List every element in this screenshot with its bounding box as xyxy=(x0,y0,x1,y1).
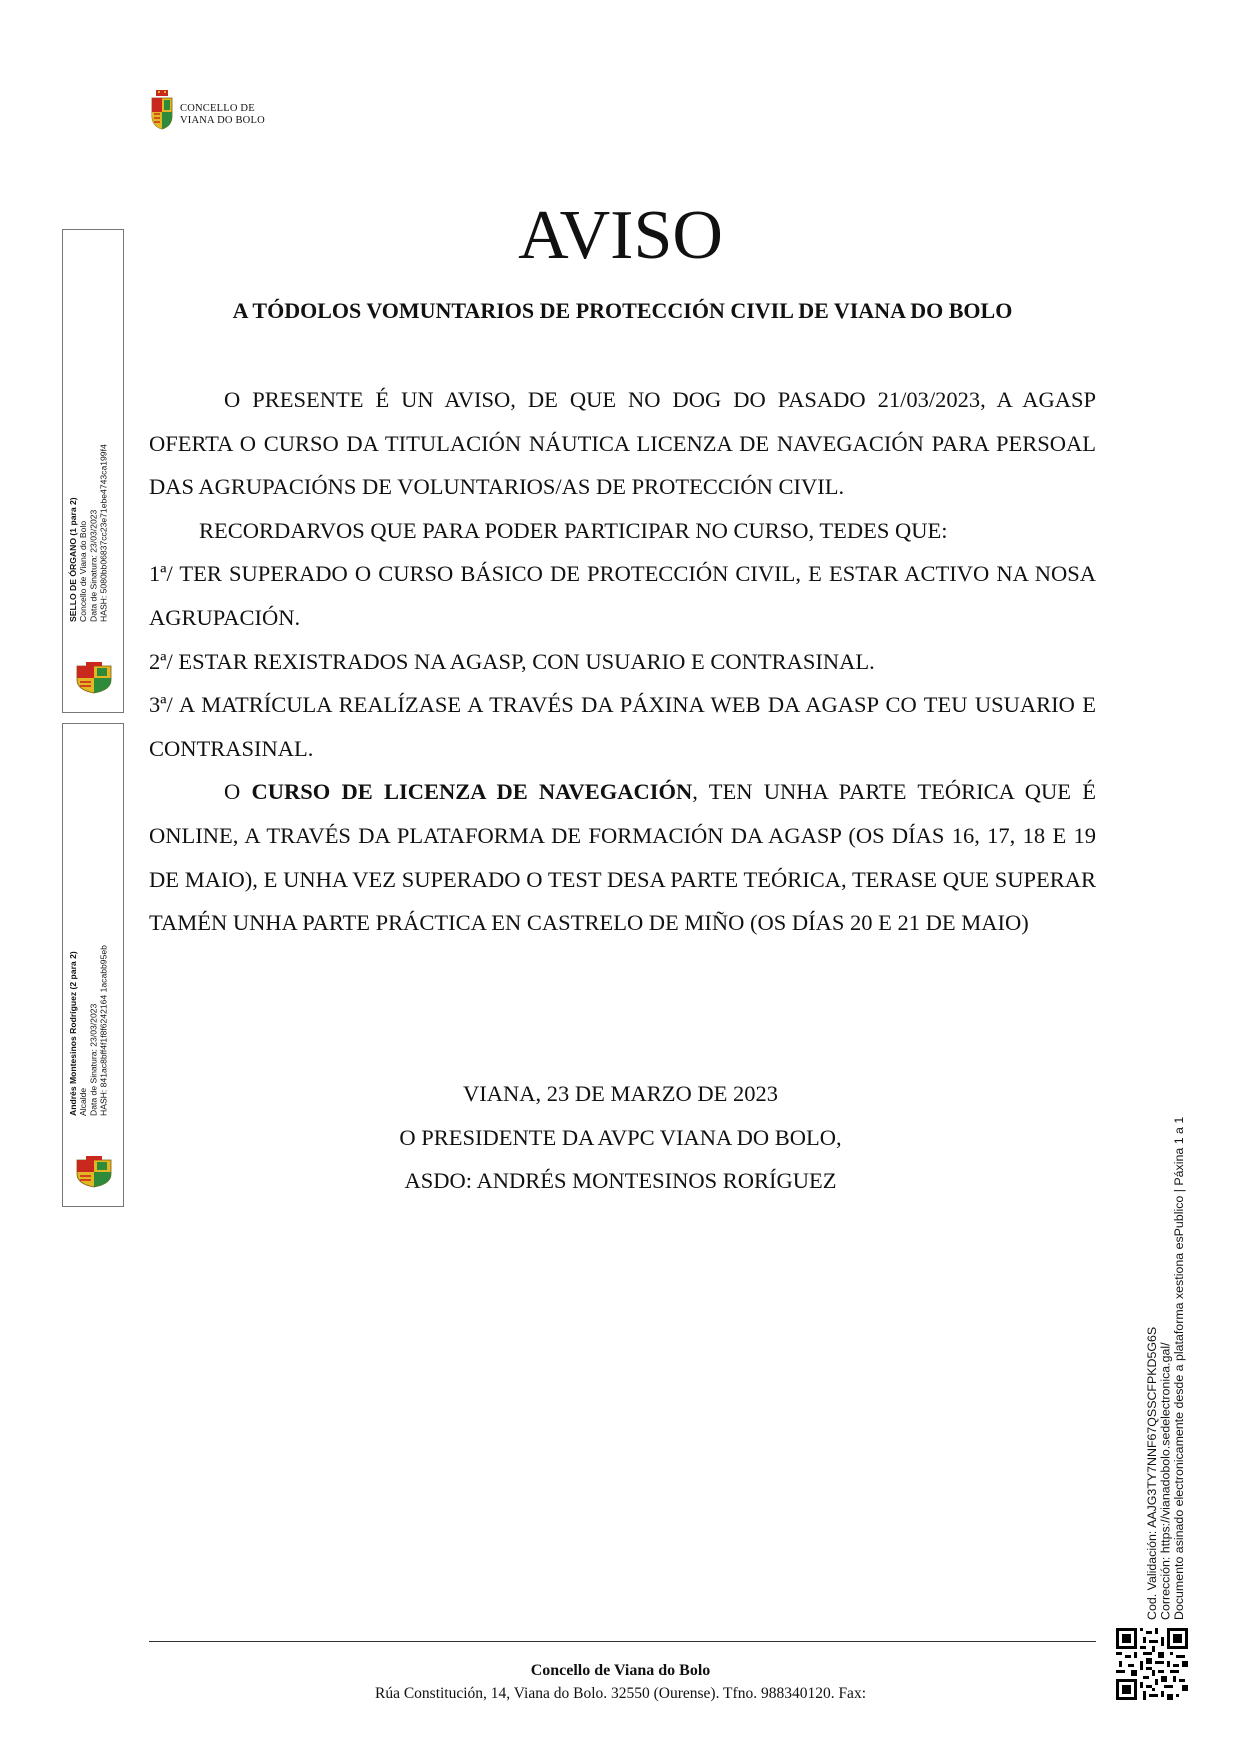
logo-text xyxy=(180,103,265,127)
seal-1-hash: HASH: 5080bb06837cc23e71ebe4743ca199f4 xyxy=(98,444,109,622)
footer-divider xyxy=(149,1641,1096,1642)
seal-2-hash: HASH: 841ac8bff4f1f8f6242164 1acabb95eb xyxy=(98,945,109,1116)
paragraph-intro: O PRESENTE É UN AVISO, DE QUE NO DOG DO PASADO 21/03/2023, A AGASP OFERTA O CURSO DA TITULACIÓN NÁUTICA LICENZA DE NAVEGACIÓN PARA PERSOAL DAS AGRUPACIÓNS DE VOLUNTARIOS/AS DE PROTECCIÓN CIVIL. xyxy=(149,387,1096,500)
requirement-2: 2ª/ ESTAR REXISTRADOS NA AGASP, CON USUARIO E CONTRASINAL. xyxy=(149,648,875,674)
course-name: CURSO DE LICENZA DE NAVEGACIÓN xyxy=(251,779,693,805)
seal-2-text xyxy=(68,736,118,1116)
course-text-pre: O xyxy=(224,779,252,805)
seal-1-text xyxy=(68,242,118,622)
document-body xyxy=(149,378,1096,945)
signature-name: ASDO: ANDRÉS MONTESINOS RORÍGUEZ xyxy=(404,1168,837,1194)
seal-2-position: Alcalde xyxy=(78,1087,89,1116)
seal-1-entity: Concello de Viana do Bolo xyxy=(78,520,89,622)
requirement-3: 3ª/ A MATRÍCULA REALÍZASE A TRAVÉS DA PÁXINA WEB DA AGASP CO TEU USUARIO E CONTRASINAL. xyxy=(149,692,1096,761)
paragraph-course xyxy=(149,770,1096,944)
signature-date: VIANA, 23 DE MARZO DE 2023 xyxy=(463,1081,778,1106)
seal-2-title: Andrés Montesinos Rodríguez (2 para 2) xyxy=(68,951,78,1116)
signature-role: O PRESIDENTE DA AVPC VIANA DO BOLO, xyxy=(399,1124,842,1150)
course-text-post: , TEN UNHA PARTE TEÓRICA QUE É ONLINE, A TRAVÉS DA PLATAFORMA DE FORMACIÓN DA AGASP (OS DÍAS 16, 17, 18 E 19 DE MAIO), E UNHA VEZ SUPERADO O TEST DESA PARTE TEÓRICA, TERASE QUE SUPERAR TAMÉN UNHA PARTE PRÁCTICA EN CASTRELO DE MIÑO (OS DÍAS 20 E 21 DE MAIO) xyxy=(149,779,1097,936)
verification-code: Cod. Validación: AAJG3TY7NNF67QSSCFPKD5G6S xyxy=(1145,1326,1159,1620)
qr-code-icon[interactable] xyxy=(1116,1628,1188,1700)
document-subtitle: A TÓDOLOS VOMUNTARIOS DE PROTECCIÓN CIVIL DE VIANA DO BOLO xyxy=(232,298,1013,323)
verification-text xyxy=(1146,1110,1192,1620)
logo-line2: VIANA DO BOLO xyxy=(180,115,265,126)
seal-1-date: Data de Sinatura: 23/03/2023 xyxy=(88,509,99,622)
municipality-logo xyxy=(150,90,280,134)
logo-line1: CONCELLO DE xyxy=(180,103,255,114)
footer-address: Rúa Constitución, 14, Viana do Bolo. 32550 (Ourense). Tfno. 988340120. Fax: xyxy=(374,1685,866,1702)
requirement-1: 1ª/ TER SUPERADO O CURSO BÁSICO DE PROTECCIÓN CIVIL, E ESTAR ACTIVO NA NOSA AGRUPACIÓN. xyxy=(149,561,1096,630)
seal-1-title: SELLO DE ÓRGANO (1 para 2) xyxy=(68,497,78,622)
footer-organization: Concello de Viana do Bolo xyxy=(530,1662,711,1679)
paragraph-requirements: RECORDARVOS QUE PARA PODER PARTICIPAR NO CURSO, TEDES QUE: xyxy=(199,517,948,543)
signature-block xyxy=(0,1072,1241,1203)
coat-of-arms-icon xyxy=(150,90,174,130)
electronic-seal-box-1 xyxy=(62,229,124,713)
verification-platform: Documento asinado electronicamente desde a plataforma xestiona esPublico | Páxina 1 a 1 xyxy=(1172,1116,1186,1620)
document-title: AVISO xyxy=(518,197,723,274)
verification-url: Corrección: https://vianadobolo.sedelectronica.gal/ xyxy=(1158,1342,1173,1620)
seal-1-coat-of-arms-icon xyxy=(71,662,117,694)
seal-2-coat-of-arms-icon xyxy=(71,1156,117,1188)
seal-2-date: Data de Sinatura: 23/03/2023 xyxy=(88,1003,99,1116)
electronic-seal-box-2 xyxy=(62,723,124,1207)
